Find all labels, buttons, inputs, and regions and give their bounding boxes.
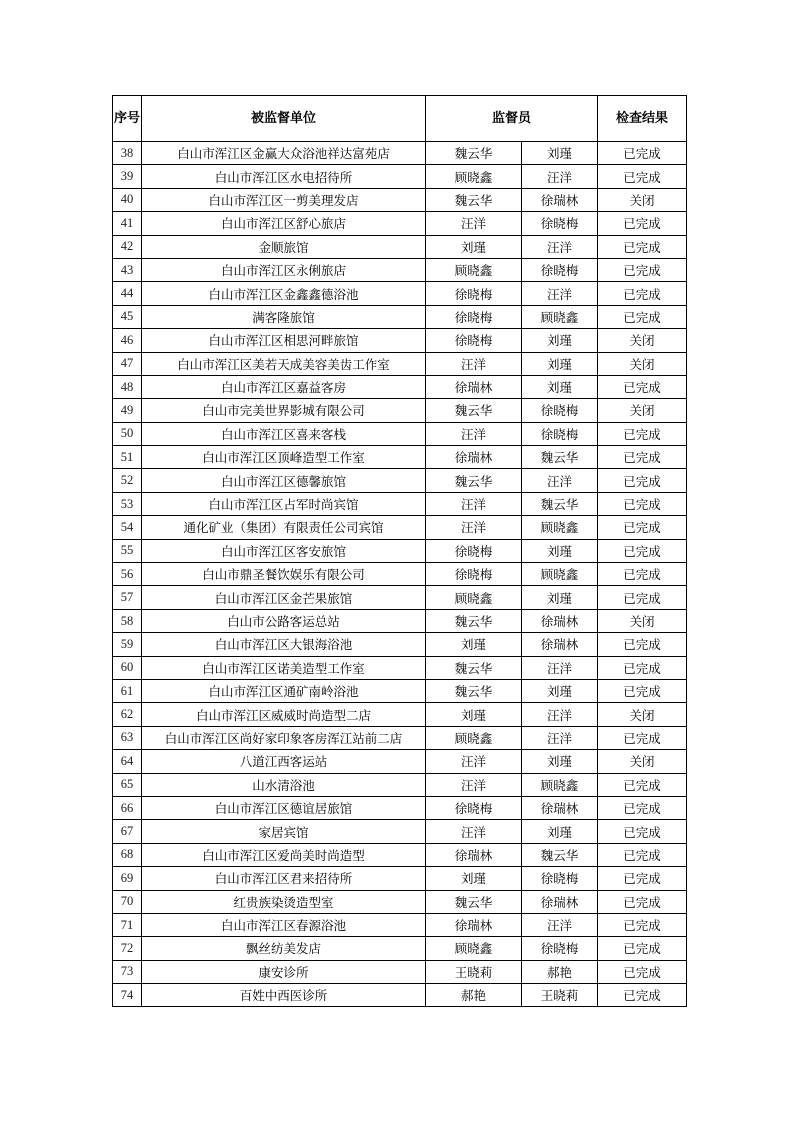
table-row	[113, 913, 687, 936]
supervisor-2: 汪洋	[522, 235, 598, 258]
supervisor-1: 魏云华	[426, 399, 522, 422]
supervisor-2: 刘瑾	[522, 352, 598, 375]
unit-name: 白山市浑江区春源浴池	[142, 913, 426, 936]
supervisor-1: 汪洋	[426, 516, 522, 539]
unit-name: 白山市浑江区金芒果旅馆	[142, 586, 426, 609]
row-number: 52	[113, 469, 142, 492]
supervisor-2: 顾晓鑫	[522, 773, 598, 796]
unit-name: 白山市浑江区诺美造型工作室	[142, 656, 426, 679]
supervisor-2: 王晓莉	[522, 984, 598, 1007]
unit-name: 白山市浑江区德馨旅馆	[142, 469, 426, 492]
supervisor-2: 刘瑾	[522, 329, 598, 352]
row-number: 49	[113, 399, 142, 422]
inspection-result: 已完成	[598, 212, 687, 235]
supervisor-1: 汪洋	[426, 773, 522, 796]
row-number: 70	[113, 890, 142, 913]
inspection-result: 已完成	[598, 165, 687, 188]
unit-name: 白山市浑江区占军时尚宾馆	[142, 492, 426, 515]
supervisor-1: 魏云华	[426, 469, 522, 492]
table-row	[113, 469, 687, 492]
supervisor-1: 汪洋	[426, 212, 522, 235]
inspection-result: 已完成	[598, 984, 687, 1007]
unit-name: 百姓中西医诊所	[142, 984, 426, 1007]
table-row	[113, 586, 687, 609]
inspection-result: 已完成	[598, 539, 687, 562]
inspection-result: 已完成	[598, 890, 687, 913]
table-row	[113, 422, 687, 445]
table-row	[113, 399, 687, 422]
header-supervisors: 监督员	[426, 96, 598, 142]
unit-name: 白山市浑江区顶峰造型工作室	[142, 446, 426, 469]
unit-name: 白山市公路客运总站	[142, 609, 426, 632]
unit-name: 白山市浑江区君来招待所	[142, 867, 426, 890]
unit-name: 白山市浑江区客安旅馆	[142, 539, 426, 562]
unit-name: 白山市鼎圣餐饮娱乐有限公司	[142, 563, 426, 586]
supervisor-1: 汪洋	[426, 820, 522, 843]
supervisor-1: 汪洋	[426, 492, 522, 515]
unit-name: 白山市浑江区通矿南岭浴池	[142, 679, 426, 702]
table-row	[113, 679, 687, 702]
inspection-result: 已完成	[598, 633, 687, 656]
table-row	[113, 984, 687, 1007]
table-row	[113, 656, 687, 679]
supervisor-2: 汪洋	[522, 726, 598, 749]
inspection-result: 已完成	[598, 960, 687, 983]
row-number: 39	[113, 165, 142, 188]
row-number: 63	[113, 726, 142, 749]
supervisor-1: 徐晓梅	[426, 796, 522, 819]
supervisor-2: 刘瑾	[522, 679, 598, 702]
supervisor-2: 徐瑞林	[522, 890, 598, 913]
supervisor-1: 顾晓鑫	[426, 726, 522, 749]
table-row	[113, 563, 687, 586]
supervisor-1: 魏云华	[426, 188, 522, 211]
supervisor-1: 徐瑞林	[426, 446, 522, 469]
supervisor-1: 徐晓梅	[426, 539, 522, 562]
supervisor-1: 徐瑞林	[426, 913, 522, 936]
inspection-result: 已完成	[598, 820, 687, 843]
inspection-result: 已完成	[598, 773, 687, 796]
inspection-result: 已完成	[598, 516, 687, 539]
supervisor-1: 刘瑾	[426, 703, 522, 726]
supervisor-2: 魏云华	[522, 843, 598, 866]
row-number: 48	[113, 375, 142, 398]
unit-name: 康安诊所	[142, 960, 426, 983]
inspection-result: 已完成	[598, 375, 687, 398]
inspection-result: 关闭	[598, 703, 687, 726]
supervisor-1: 徐瑞林	[426, 843, 522, 866]
table-row	[113, 796, 687, 819]
table-row	[113, 820, 687, 843]
supervisor-2: 刘瑾	[522, 750, 598, 773]
table-row	[113, 188, 687, 211]
supervisor-2: 刘瑾	[522, 820, 598, 843]
supervisor-2: 徐晓梅	[522, 867, 598, 890]
row-number: 74	[113, 984, 142, 1007]
supervisor-1: 王晓莉	[426, 960, 522, 983]
inspection-result: 关闭	[598, 329, 687, 352]
table-row	[113, 773, 687, 796]
supervisor-2: 徐瑞林	[522, 188, 598, 211]
table-row	[113, 258, 687, 281]
supervisor-2: 徐晓梅	[522, 399, 598, 422]
supervisor-2: 汪洋	[522, 165, 598, 188]
row-number: 55	[113, 539, 142, 562]
unit-name: 家居宾馆	[142, 820, 426, 843]
table-row	[113, 446, 687, 469]
table-row	[113, 750, 687, 773]
row-number: 66	[113, 796, 142, 819]
supervisor-1: 顾晓鑫	[426, 586, 522, 609]
unit-name: 白山市浑江区金赢大众浴池祥达富苑店	[142, 142, 426, 165]
table-row	[113, 282, 687, 305]
header-supervised-unit: 被监督单位	[142, 96, 426, 142]
inspection-result: 已完成	[598, 726, 687, 749]
supervisor-2: 徐晓梅	[522, 258, 598, 281]
supervisor-2: 刘瑾	[522, 375, 598, 398]
row-number: 46	[113, 329, 142, 352]
supervisor-1: 顾晓鑫	[426, 165, 522, 188]
supervisor-2: 汪洋	[522, 282, 598, 305]
inspection-result: 已完成	[598, 563, 687, 586]
table-row	[113, 375, 687, 398]
row-number: 60	[113, 656, 142, 679]
unit-name: 白山市浑江区大银海浴池	[142, 633, 426, 656]
row-number: 42	[113, 235, 142, 258]
inspection-result: 已完成	[598, 492, 687, 515]
table-row	[113, 305, 687, 328]
supervisor-2: 徐晓梅	[522, 937, 598, 960]
inspection-result: 已完成	[598, 235, 687, 258]
unit-name: 白山市浑江区尚好家印象客房浑江站前二店	[142, 726, 426, 749]
inspection-result: 已完成	[598, 586, 687, 609]
header-sequence-number: 序号	[113, 96, 142, 142]
table-row	[113, 142, 687, 165]
supervisor-1: 汪洋	[426, 352, 522, 375]
row-number: 56	[113, 563, 142, 586]
row-number: 58	[113, 609, 142, 632]
unit-name: 红贵族染烫造型室	[142, 890, 426, 913]
row-number: 59	[113, 633, 142, 656]
unit-name: 山水清浴池	[142, 773, 426, 796]
supervisor-2: 汪洋	[522, 656, 598, 679]
supervisor-2: 魏云华	[522, 446, 598, 469]
inspection-result: 已完成	[598, 422, 687, 445]
inspection-result: 已完成	[598, 305, 687, 328]
table-row	[113, 212, 687, 235]
supervisor-2: 徐瑞林	[522, 633, 598, 656]
table-row	[113, 867, 687, 890]
row-number: 51	[113, 446, 142, 469]
header-inspection-result: 检查结果	[598, 96, 687, 142]
row-number: 54	[113, 516, 142, 539]
row-number: 41	[113, 212, 142, 235]
table-row	[113, 516, 687, 539]
supervisor-2: 徐瑞林	[522, 609, 598, 632]
supervisor-1: 魏云华	[426, 656, 522, 679]
supervisor-1: 刘瑾	[426, 235, 522, 258]
inspection-result: 已完成	[598, 656, 687, 679]
row-number: 44	[113, 282, 142, 305]
row-number: 69	[113, 867, 142, 890]
inspection-result: 已完成	[598, 867, 687, 890]
table-row	[113, 235, 687, 258]
unit-name: 满客隆旅馆	[142, 305, 426, 328]
supervisor-2: 顾晓鑫	[522, 563, 598, 586]
table-row	[113, 937, 687, 960]
row-number: 67	[113, 820, 142, 843]
table-row	[113, 329, 687, 352]
row-number: 45	[113, 305, 142, 328]
inspection-result: 已完成	[598, 282, 687, 305]
supervisor-2: 徐晓梅	[522, 422, 598, 445]
table-row	[113, 539, 687, 562]
unit-name: 白山市浑江区金鑫鑫德浴池	[142, 282, 426, 305]
row-number: 38	[113, 142, 142, 165]
supervisor-1: 刘瑾	[426, 633, 522, 656]
supervisor-1: 郝艳	[426, 984, 522, 1007]
row-number: 64	[113, 750, 142, 773]
supervisor-1: 刘瑾	[426, 867, 522, 890]
supervisor-1: 顾晓鑫	[426, 258, 522, 281]
row-number: 53	[113, 492, 142, 515]
supervisor-1: 魏云华	[426, 609, 522, 632]
table-row	[113, 492, 687, 515]
inspection-result: 已完成	[598, 469, 687, 492]
row-number: 68	[113, 843, 142, 866]
inspection-result: 关闭	[598, 188, 687, 211]
inspection-result: 已完成	[598, 679, 687, 702]
row-number: 43	[113, 258, 142, 281]
supervisor-2: 顾晓鑫	[522, 516, 598, 539]
unit-name: 八道江西客运站	[142, 750, 426, 773]
supervisor-1: 徐晓梅	[426, 282, 522, 305]
inspection-result: 已完成	[598, 258, 687, 281]
table-row	[113, 843, 687, 866]
unit-name: 白山市浑江区美若天成美容美齿工作室	[142, 352, 426, 375]
supervisor-2: 徐瑞林	[522, 796, 598, 819]
inspection-result: 关闭	[598, 609, 687, 632]
row-number: 50	[113, 422, 142, 445]
row-number: 73	[113, 960, 142, 983]
unit-name: 飘丝纺美发店	[142, 937, 426, 960]
table-row	[113, 633, 687, 656]
supervisor-1: 徐晓梅	[426, 329, 522, 352]
supervisor-1: 魏云华	[426, 679, 522, 702]
supervisor-2: 刘瑾	[522, 539, 598, 562]
unit-name: 白山市浑江区喜来客栈	[142, 422, 426, 445]
supervisor-2: 汪洋	[522, 469, 598, 492]
inspection-result: 关闭	[598, 399, 687, 422]
unit-name: 白山市浑江区爱尚美时尚造型	[142, 843, 426, 866]
supervisor-1: 魏云华	[426, 142, 522, 165]
inspection-result: 关闭	[598, 750, 687, 773]
inspection-result: 已完成	[598, 796, 687, 819]
table-row	[113, 890, 687, 913]
row-number: 65	[113, 773, 142, 796]
table-row	[113, 726, 687, 749]
unit-name: 白山市浑江区一剪美理发店	[142, 188, 426, 211]
supervisor-1: 魏云华	[426, 890, 522, 913]
supervisor-2: 汪洋	[522, 703, 598, 726]
unit-name: 金顺旅馆	[142, 235, 426, 258]
supervisor-2: 顾晓鑫	[522, 305, 598, 328]
supervisor-1: 徐晓梅	[426, 563, 522, 586]
unit-name: 白山市完美世界影城有限公司	[142, 399, 426, 422]
row-number: 40	[113, 188, 142, 211]
supervisor-1: 汪洋	[426, 750, 522, 773]
supervisor-1: 汪洋	[426, 422, 522, 445]
row-number: 71	[113, 913, 142, 936]
supervisor-1: 徐晓梅	[426, 305, 522, 328]
supervision-result-table	[112, 95, 687, 1007]
table-row	[113, 165, 687, 188]
supervisor-2: 郝艳	[522, 960, 598, 983]
inspection-result: 已完成	[598, 142, 687, 165]
inspection-result: 已完成	[598, 913, 687, 936]
table-row	[113, 703, 687, 726]
inspection-result: 已完成	[598, 843, 687, 866]
table-row	[113, 609, 687, 632]
row-number: 61	[113, 679, 142, 702]
table-header-row	[113, 96, 687, 142]
unit-name: 白山市浑江区水电招待所	[142, 165, 426, 188]
unit-name: 白山市浑江区嘉益客房	[142, 375, 426, 398]
supervisor-2: 汪洋	[522, 913, 598, 936]
supervisor-1: 顾晓鑫	[426, 937, 522, 960]
unit-name: 白山市浑江区德谊居旅馆	[142, 796, 426, 819]
supervisor-1: 徐瑞林	[426, 375, 522, 398]
unit-name: 白山市浑江区威威时尚造型二店	[142, 703, 426, 726]
supervisor-2: 刘瑾	[522, 142, 598, 165]
unit-name: 通化矿业（集团）有限责任公司宾馆	[142, 516, 426, 539]
supervisor-2: 徐晓梅	[522, 212, 598, 235]
inspection-result: 已完成	[598, 446, 687, 469]
row-number: 72	[113, 937, 142, 960]
inspection-result: 关闭	[598, 352, 687, 375]
supervisor-2: 魏云华	[522, 492, 598, 515]
unit-name: 白山市浑江区相思河畔旅馆	[142, 329, 426, 352]
row-number: 62	[113, 703, 142, 726]
inspection-result: 已完成	[598, 937, 687, 960]
unit-name: 白山市浑江区舒心旅店	[142, 212, 426, 235]
table-row	[113, 352, 687, 375]
table-row	[113, 960, 687, 983]
supervisor-2: 刘瑾	[522, 586, 598, 609]
row-number: 47	[113, 352, 142, 375]
row-number: 57	[113, 586, 142, 609]
unit-name: 白山市浑江区永俐旅店	[142, 258, 426, 281]
